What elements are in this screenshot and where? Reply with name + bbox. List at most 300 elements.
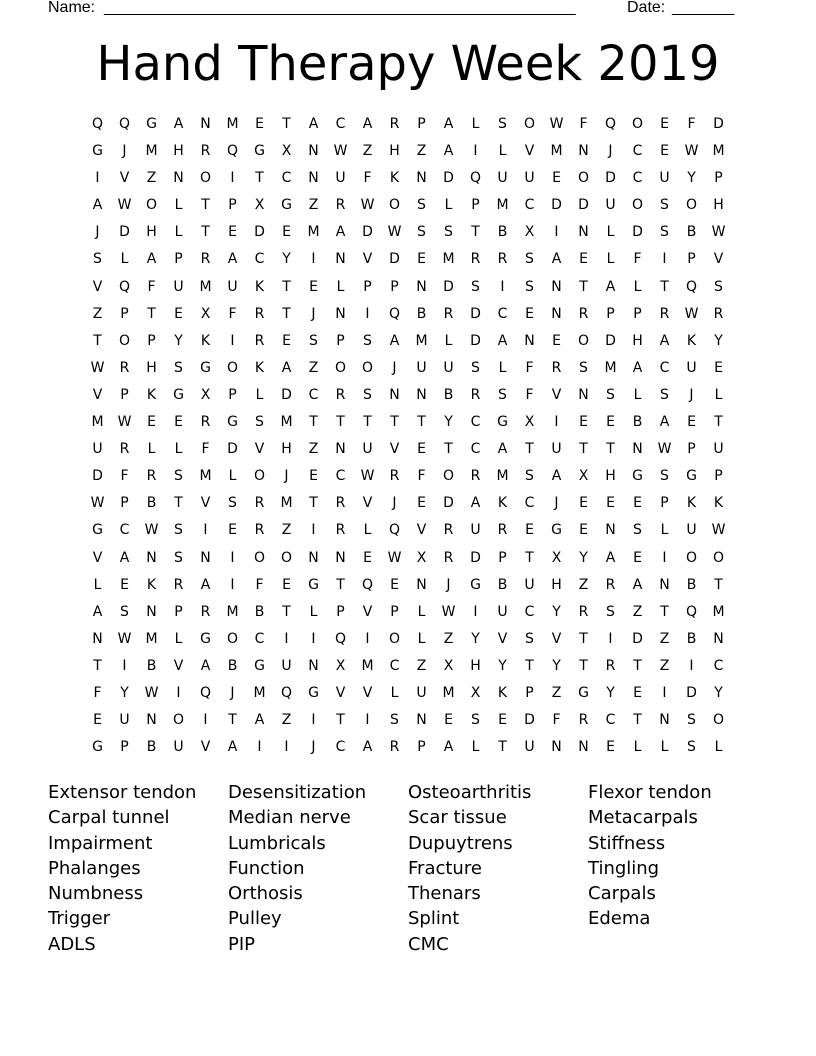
grid-letter[interactable]: E: [282, 332, 291, 349]
grid-letter[interactable]: T: [714, 576, 723, 593]
grid-letter[interactable]: T: [93, 332, 102, 349]
grid-letter[interactable]: I: [95, 170, 100, 187]
grid-letter[interactable]: S: [633, 522, 642, 539]
grid-letter[interactable]: A: [443, 143, 454, 160]
grid-letter[interactable]: S: [363, 332, 372, 349]
grid-letter[interactable]: Z: [659, 657, 670, 674]
grid-letter[interactable]: E: [282, 224, 291, 241]
grid-letter[interactable]: Y: [552, 657, 561, 674]
grid-letter[interactable]: D: [470, 332, 481, 349]
grid-letter[interactable]: L: [633, 278, 642, 295]
grid-letter[interactable]: K: [254, 278, 265, 295]
grid-letter[interactable]: E: [633, 495, 642, 512]
grid-letter[interactable]: T: [714, 414, 723, 431]
grid-letter[interactable]: W: [711, 522, 726, 539]
grid-letter[interactable]: A: [389, 332, 400, 349]
grid-letter[interactable]: I: [230, 332, 235, 349]
grid-letter[interactable]: A: [200, 657, 211, 674]
grid-letter[interactable]: N: [416, 576, 427, 593]
grid-letter[interactable]: N: [551, 739, 562, 756]
grid-letter[interactable]: H: [389, 143, 400, 160]
grid-letter[interactable]: S: [174, 468, 183, 485]
grid-letter[interactable]: T: [660, 278, 669, 295]
grid-letter[interactable]: A: [659, 332, 670, 349]
grid-letter[interactable]: V: [200, 739, 211, 756]
grid-letter[interactable]: K: [497, 684, 508, 701]
grid-letter[interactable]: S: [174, 522, 183, 539]
grid-letter[interactable]: U: [281, 657, 292, 674]
grid-letter[interactable]: E: [309, 468, 318, 485]
grid-letter[interactable]: B: [632, 414, 643, 431]
grid-letter[interactable]: N: [389, 386, 400, 403]
grid-letter[interactable]: C: [281, 170, 292, 187]
grid-letter[interactable]: J: [284, 468, 289, 485]
grid-letter[interactable]: O: [712, 549, 725, 566]
grid-letter[interactable]: E: [498, 712, 507, 729]
grid-letter[interactable]: P: [120, 305, 129, 322]
grid-letter[interactable]: N: [200, 116, 211, 132]
grid-letter[interactable]: S: [525, 278, 534, 295]
grid-letter[interactable]: S: [579, 359, 588, 376]
grid-letter[interactable]: O: [172, 712, 185, 729]
grid-letter[interactable]: J: [608, 143, 613, 160]
grid-letter[interactable]: M: [496, 468, 509, 485]
grid-letter[interactable]: L: [660, 739, 669, 756]
grid-letter[interactable]: M: [307, 224, 320, 241]
grid-letter[interactable]: W: [387, 224, 402, 241]
grid-letter[interactable]: N: [335, 549, 346, 566]
grid-letter[interactable]: I: [500, 278, 505, 295]
grid-letter[interactable]: O: [577, 170, 590, 187]
grid-letter[interactable]: L: [660, 522, 669, 539]
grid-letter[interactable]: D: [632, 630, 643, 647]
grid-letter[interactable]: T: [633, 657, 642, 674]
grid-letter[interactable]: V: [497, 630, 508, 647]
grid-letter[interactable]: T: [579, 657, 588, 674]
grid-letter[interactable]: A: [335, 224, 346, 241]
grid-letter[interactable]: D: [470, 305, 481, 322]
grid-letter[interactable]: T: [201, 224, 210, 241]
grid-letter[interactable]: T: [606, 441, 615, 458]
grid-letter[interactable]: L: [444, 197, 453, 214]
grid-letter[interactable]: W: [711, 224, 726, 241]
grid-letter[interactable]: R: [335, 522, 346, 539]
grid-letter[interactable]: L: [174, 630, 183, 647]
grid-letter[interactable]: V: [92, 386, 103, 403]
grid-letter[interactable]: I: [473, 143, 478, 160]
grid-letter[interactable]: A: [146, 251, 157, 268]
grid-letter[interactable]: W: [333, 143, 348, 160]
grid-letter[interactable]: N: [416, 386, 427, 403]
grid-letter[interactable]: L: [390, 684, 399, 701]
grid-letter[interactable]: S: [660, 468, 669, 485]
grid-letter[interactable]: N: [335, 305, 346, 322]
grid-letter[interactable]: Y: [714, 332, 723, 349]
grid-letter[interactable]: N: [578, 386, 589, 403]
grid-letter[interactable]: E: [309, 278, 318, 295]
grid-letter[interactable]: E: [633, 684, 642, 701]
grid-letter[interactable]: D: [686, 684, 697, 701]
grid-letter[interactable]: V: [389, 441, 400, 458]
grid-letter[interactable]: S: [660, 224, 669, 241]
grid-letter[interactable]: H: [470, 657, 481, 674]
grid-letter[interactable]: T: [336, 712, 345, 729]
grid-letter[interactable]: I: [311, 522, 316, 539]
grid-letter[interactable]: Z: [281, 712, 292, 729]
grid-letter[interactable]: V: [362, 251, 373, 268]
grid-letter[interactable]: B: [443, 386, 454, 403]
grid-letter[interactable]: A: [119, 549, 130, 566]
grid-letter[interactable]: T: [417, 414, 426, 431]
grid-letter[interactable]: G: [254, 657, 265, 674]
grid-letter[interactable]: C: [335, 468, 346, 485]
grid-letter[interactable]: L: [606, 251, 615, 268]
grid-letter[interactable]: N: [416, 278, 427, 295]
grid-letter[interactable]: E: [444, 712, 453, 729]
grid-letter[interactable]: N: [605, 522, 616, 539]
grid-letter[interactable]: T: [498, 739, 507, 756]
grid-letter[interactable]: V: [119, 170, 130, 187]
grid-letter[interactable]: V: [92, 278, 103, 295]
grid-letter[interactable]: R: [254, 522, 265, 539]
grid-letter[interactable]: R: [551, 359, 562, 376]
grid-letter[interactable]: R: [443, 522, 454, 539]
grid-letter[interactable]: I: [230, 576, 235, 593]
grid-letter[interactable]: R: [200, 251, 211, 268]
grid-letter[interactable]: S: [390, 712, 399, 729]
grid-letter[interactable]: S: [525, 468, 534, 485]
grid-letter[interactable]: E: [552, 332, 561, 349]
grid-letter[interactable]: M: [253, 684, 266, 701]
grid-letter[interactable]: I: [122, 657, 127, 674]
grid-letter[interactable]: F: [687, 116, 696, 132]
grid-letter[interactable]: R: [578, 603, 589, 620]
grid-letter[interactable]: E: [606, 739, 615, 756]
grid-letter[interactable]: M: [550, 143, 563, 160]
grid-letter[interactable]: I: [230, 170, 235, 187]
grid-letter[interactable]: R: [200, 414, 211, 431]
grid-letter[interactable]: X: [470, 684, 481, 701]
grid-letter[interactable]: J: [446, 576, 451, 593]
grid-letter[interactable]: G: [578, 684, 589, 701]
grid-letter[interactable]: S: [174, 549, 183, 566]
grid-letter[interactable]: N: [335, 251, 346, 268]
grid-letter[interactable]: R: [335, 197, 346, 214]
grid-letter[interactable]: D: [443, 278, 454, 295]
grid-letter[interactable]: Y: [120, 684, 129, 701]
grid-letter[interactable]: C: [389, 657, 400, 674]
grid-letter[interactable]: B: [686, 576, 697, 593]
grid-letter[interactable]: F: [579, 116, 588, 132]
grid-letter[interactable]: P: [606, 305, 615, 322]
grid-letter[interactable]: R: [659, 305, 670, 322]
grid-letter[interactable]: W: [549, 116, 564, 132]
grid-letter[interactable]: Y: [444, 414, 453, 431]
grid-letter[interactable]: H: [632, 332, 643, 349]
grid-letter[interactable]: R: [605, 576, 616, 593]
grid-letter[interactable]: F: [201, 441, 210, 458]
grid-letter[interactable]: I: [284, 630, 289, 647]
grid-letter[interactable]: W: [90, 359, 105, 376]
grid-letter[interactable]: O: [685, 197, 698, 214]
grid-letter[interactable]: E: [282, 576, 291, 593]
grid-letter[interactable]: L: [498, 359, 507, 376]
grid-letter[interactable]: F: [417, 468, 426, 485]
grid-letter[interactable]: P: [471, 197, 480, 214]
grid-letter[interactable]: P: [714, 468, 723, 485]
grid-letter[interactable]: V: [524, 143, 535, 160]
grid-letter[interactable]: U: [524, 739, 535, 756]
grid-letter[interactable]: D: [389, 251, 400, 268]
grid-letter[interactable]: Q: [334, 630, 347, 647]
grid-letter[interactable]: Z: [362, 143, 373, 160]
grid-letter[interactable]: Q: [388, 522, 401, 539]
grid-letter[interactable]: A: [632, 576, 643, 593]
grid-letter[interactable]: A: [605, 549, 616, 566]
grid-letter[interactable]: L: [633, 739, 642, 756]
grid-letter[interactable]: T: [525, 657, 534, 674]
grid-letter[interactable]: D: [551, 197, 562, 214]
grid-letter[interactable]: S: [471, 712, 480, 729]
grid-letter[interactable]: L: [633, 386, 642, 403]
grid-letter[interactable]: N: [551, 305, 562, 322]
grid-letter[interactable]: E: [255, 116, 264, 132]
grid-letter[interactable]: S: [363, 386, 372, 403]
grid-letter[interactable]: S: [471, 278, 480, 295]
grid-letter[interactable]: Z: [308, 441, 319, 458]
grid-letter[interactable]: A: [443, 739, 454, 756]
grid-letter[interactable]: I: [176, 684, 181, 701]
grid-letter[interactable]: C: [119, 522, 130, 539]
grid-letter[interactable]: B: [497, 576, 508, 593]
grid-letter[interactable]: O: [631, 116, 644, 132]
grid-letter[interactable]: H: [713, 197, 724, 214]
grid-letter[interactable]: D: [362, 224, 373, 241]
grid-letter[interactable]: O: [523, 116, 536, 132]
grid-letter[interactable]: T: [444, 441, 453, 458]
grid-letter[interactable]: N: [146, 712, 157, 729]
grid-letter[interactable]: T: [282, 305, 291, 322]
grid-letter[interactable]: X: [524, 414, 535, 431]
grid-letter[interactable]: O: [712, 712, 725, 729]
grid-letter[interactable]: X: [551, 549, 562, 566]
grid-letter[interactable]: A: [632, 359, 643, 376]
grid-letter[interactable]: P: [390, 603, 399, 620]
grid-letter[interactable]: X: [335, 657, 346, 674]
grid-letter[interactable]: P: [120, 386, 129, 403]
grid-letter[interactable]: G: [632, 468, 643, 485]
grid-letter[interactable]: F: [363, 170, 372, 187]
grid-letter[interactable]: N: [146, 603, 157, 620]
grid-letter[interactable]: M: [280, 495, 293, 512]
grid-letter[interactable]: Q: [280, 684, 293, 701]
grid-letter[interactable]: C: [470, 441, 481, 458]
grid-letter[interactable]: R: [389, 468, 400, 485]
grid-letter[interactable]: W: [117, 197, 132, 214]
grid-letter[interactable]: J: [554, 495, 559, 512]
grid-letter[interactable]: W: [684, 305, 699, 322]
grid-letter[interactable]: C: [659, 359, 670, 376]
grid-letter[interactable]: N: [578, 224, 589, 241]
grid-letter[interactable]: U: [659, 170, 670, 187]
grid-letter[interactable]: R: [173, 576, 184, 593]
grid-letter[interactable]: R: [443, 305, 454, 322]
grid-letter[interactable]: Z: [308, 359, 319, 376]
grid-letter[interactable]: W: [90, 495, 105, 512]
grid-letter[interactable]: L: [417, 630, 426, 647]
grid-letter[interactable]: I: [257, 739, 262, 756]
grid-letter[interactable]: X: [254, 197, 265, 214]
grid-letter[interactable]: K: [146, 386, 157, 403]
grid-letter[interactable]: R: [119, 359, 130, 376]
grid-letter[interactable]: E: [228, 224, 237, 241]
grid-letter[interactable]: S: [417, 197, 426, 214]
grid-letter[interactable]: T: [309, 414, 318, 431]
grid-letter[interactable]: G: [308, 576, 319, 593]
grid-letter[interactable]: Y: [552, 603, 561, 620]
grid-letter[interactable]: I: [473, 603, 478, 620]
grid-letter[interactable]: E: [417, 251, 426, 268]
grid-letter[interactable]: S: [444, 224, 453, 241]
grid-letter[interactable]: R: [389, 739, 400, 756]
grid-letter[interactable]: L: [174, 441, 183, 458]
grid-letter[interactable]: N: [416, 712, 427, 729]
grid-letter[interactable]: L: [714, 386, 723, 403]
grid-letter[interactable]: S: [255, 414, 264, 431]
grid-letter[interactable]: B: [254, 603, 265, 620]
grid-letter[interactable]: R: [389, 116, 400, 132]
grid-letter[interactable]: C: [632, 143, 643, 160]
date-field[interactable]: _______: [672, 0, 735, 16]
grid-letter[interactable]: C: [335, 116, 346, 132]
grid-letter[interactable]: E: [174, 414, 183, 431]
grid-letter[interactable]: Y: [579, 549, 588, 566]
grid-letter[interactable]: U: [605, 197, 616, 214]
grid-letter[interactable]: Q: [226, 143, 239, 160]
grid-letter[interactable]: M: [145, 630, 158, 647]
grid-letter[interactable]: T: [363, 414, 372, 431]
grid-letter[interactable]: D: [443, 495, 454, 512]
grid-letter[interactable]: N: [308, 549, 319, 566]
grid-letter[interactable]: J: [311, 739, 316, 756]
grid-letter[interactable]: S: [417, 224, 426, 241]
grid-letter[interactable]: Z: [551, 684, 562, 701]
grid-letter[interactable]: G: [551, 522, 562, 539]
grid-letter[interactable]: C: [497, 305, 508, 322]
grid-letter[interactable]: R: [470, 251, 481, 268]
grid-letter[interactable]: Z: [146, 170, 157, 187]
grid-letter[interactable]: M: [442, 684, 455, 701]
grid-letter[interactable]: H: [605, 468, 616, 485]
grid-letter[interactable]: R: [470, 468, 481, 485]
grid-letter[interactable]: U: [227, 278, 238, 295]
grid-letter[interactable]: R: [200, 603, 211, 620]
grid-letter[interactable]: C: [524, 603, 535, 620]
grid-letter[interactable]: A: [443, 116, 454, 132]
grid-letter[interactable]: S: [606, 386, 615, 403]
grid-letter[interactable]: R: [119, 441, 130, 458]
grid-letter[interactable]: W: [684, 143, 699, 160]
grid-letter[interactable]: P: [336, 332, 345, 349]
grid-letter[interactable]: Z: [92, 305, 103, 322]
grid-letter[interactable]: Q: [469, 170, 482, 187]
grid-letter[interactable]: N: [578, 739, 589, 756]
grid-letter[interactable]: G: [92, 522, 103, 539]
grid-letter[interactable]: N: [308, 170, 319, 187]
grid-letter[interactable]: N: [173, 170, 184, 187]
grid-letter[interactable]: B: [416, 305, 427, 322]
grid-letter[interactable]: O: [577, 332, 590, 349]
grid-letter[interactable]: A: [497, 441, 508, 458]
grid-letter[interactable]: B: [146, 657, 157, 674]
grid-letter[interactable]: K: [146, 576, 157, 593]
grid-letter[interactable]: E: [552, 170, 561, 187]
grid-letter[interactable]: U: [173, 278, 184, 295]
grid-letter[interactable]: B: [146, 739, 157, 756]
grid-letter[interactable]: L: [174, 224, 183, 241]
grid-letter[interactable]: U: [686, 522, 697, 539]
grid-letter[interactable]: R: [146, 468, 157, 485]
grid-letter[interactable]: P: [417, 739, 426, 756]
grid-letter[interactable]: W: [360, 197, 375, 214]
grid-letter[interactable]: D: [605, 332, 616, 349]
grid-letter[interactable]: Z: [659, 630, 670, 647]
grid-letter[interactable]: G: [173, 386, 184, 403]
grid-letter[interactable]: S: [606, 603, 615, 620]
grid-letter[interactable]: R: [200, 143, 211, 160]
grid-letter[interactable]: R: [470, 386, 481, 403]
grid-letter[interactable]: H: [146, 224, 157, 241]
grid-letter[interactable]: C: [605, 712, 616, 729]
grid-letter[interactable]: L: [93, 576, 102, 593]
grid-letter[interactable]: D: [254, 224, 265, 241]
grid-letter[interactable]: L: [309, 603, 318, 620]
grid-letter[interactable]: J: [95, 224, 100, 241]
grid-letter[interactable]: A: [308, 116, 319, 132]
grid-letter[interactable]: U: [551, 441, 562, 458]
grid-letter[interactable]: N: [659, 576, 670, 593]
grid-letter[interactable]: H: [281, 441, 292, 458]
grid-letter[interactable]: P: [714, 170, 723, 187]
grid-letter[interactable]: M: [712, 603, 725, 620]
grid-letter[interactable]: B: [227, 657, 238, 674]
grid-letter[interactable]: E: [174, 305, 183, 322]
grid-letter[interactable]: D: [713, 116, 724, 132]
grid-letter[interactable]: M: [145, 143, 158, 160]
grid-letter[interactable]: D: [605, 170, 616, 187]
grid-letter[interactable]: V: [362, 684, 373, 701]
grid-letter[interactable]: L: [336, 278, 345, 295]
grid-letter[interactable]: Y: [174, 332, 183, 349]
grid-letter[interactable]: A: [200, 576, 211, 593]
grid-letter[interactable]: L: [255, 386, 264, 403]
grid-letter[interactable]: W: [657, 441, 672, 458]
grid-letter[interactable]: P: [174, 603, 183, 620]
grid-letter[interactable]: W: [387, 549, 402, 566]
grid-letter[interactable]: Q: [361, 576, 374, 593]
grid-letter[interactable]: J: [689, 386, 694, 403]
grid-letter[interactable]: T: [336, 414, 345, 431]
grid-letter[interactable]: U: [470, 522, 481, 539]
grid-letter[interactable]: I: [662, 684, 667, 701]
grid-letter[interactable]: O: [199, 170, 212, 187]
grid-letter[interactable]: K: [686, 332, 697, 349]
grid-letter[interactable]: J: [230, 684, 235, 701]
grid-letter[interactable]: X: [200, 305, 211, 322]
grid-letter[interactable]: C: [335, 739, 346, 756]
grid-letter[interactable]: M: [226, 603, 239, 620]
grid-letter[interactable]: T: [309, 495, 318, 512]
